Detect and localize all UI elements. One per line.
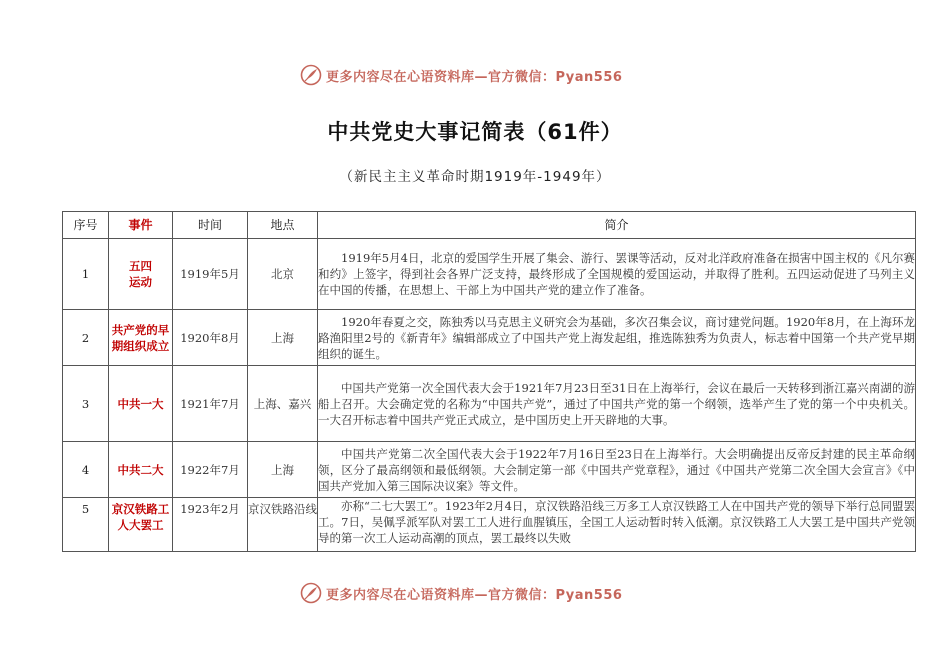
row-seq: 5 <box>63 498 109 552</box>
table-row <box>63 442 916 498</box>
row-place: 上海 <box>248 310 318 366</box>
row-time: 1921年7月 <box>173 366 248 442</box>
row-place: 上海、嘉兴 <box>248 366 318 442</box>
row-place: 北京 <box>248 239 318 310</box>
row-seq: 3 <box>63 366 109 442</box>
row-time: 1919年5月 <box>173 239 248 310</box>
row-event: 京汉铁路工人大罢工 <box>109 498 173 552</box>
header-event: 事件 <box>109 212 173 239</box>
row-place: 上海 <box>248 442 318 498</box>
watermark-top <box>300 62 622 88</box>
header-seq: 序号 <box>63 212 109 239</box>
table-row <box>63 310 916 366</box>
row-event: 中共一大 <box>109 366 173 442</box>
row-summary: 1919年5月4日，北京的爱国学生开展了集会、游行、罢课等活动，反对北洋政府准备在损害中国主权的《凡尔赛和约》上签字，得到社会各界广泛支持，最终形成了全国规模的爱国运动，并取得了胜利。五四运动促进了马列主义在中国的传播，在思想上、干部上为中国共产党的建立作了准备。 <box>318 239 916 310</box>
row-place: 京汉铁路沿线 <box>248 498 318 552</box>
row-time: 1920年8月 <box>173 310 248 366</box>
page-subtitle: （新民主主义革命时期1919年-1949年） <box>339 169 611 185</box>
table-header-row <box>63 212 916 239</box>
quill-logo-icon <box>300 582 322 604</box>
table-row <box>63 239 916 310</box>
table-row <box>63 498 916 552</box>
quill-logo-icon <box>300 64 322 86</box>
row-event: 中共二大 <box>109 442 173 498</box>
row-summary: 中国共产党第二次全国代表大会于1922年7月16日至23日在上海举行。大会明确提出反帝反封建的民主革命纲领，区分了最高纲领和最低纲领。大会制定第一部《中国共产党章程》，通过《中国共产党第二次全国大会宣言》《中国共产党加入第三国际决议案》等文件。 <box>318 442 916 498</box>
watermark-text: 更多内容尽在心语资料库—官方微信：Pyan556 <box>326 69 623 85</box>
row-seq: 4 <box>63 442 109 498</box>
table-row <box>63 366 916 442</box>
row-time: 1922年7月 <box>173 442 248 498</box>
header-place: 地点 <box>248 212 318 239</box>
header-summary: 简介 <box>318 212 916 239</box>
watermark-text: 更多内容尽在心语资料库—官方微信：Pyan556 <box>326 587 623 603</box>
row-event: 五四 运动 <box>109 239 173 310</box>
row-time: 1923年2月 <box>173 498 248 552</box>
row-summary: 亦称“二七大罢工”。1923年2月4日，京汉铁路沿线三万多工人京汉铁路工人在中国共产党的领导下举行总同盟罢工。7日，吴佩孚派军队对罢工工人进行血腥镇压，全国工人运动暂时转入低潮。京汉铁路工人大罢工是中国共产党领导的第一次工人运动高潮的顶点，罢工最终以失败 <box>318 499 915 545</box>
row-summary-cell <box>318 498 916 552</box>
row-summary: 1920年春夏之交，陈独秀以马克思主义研究会为基础，多次召集会议，商讨建党问题。1920年8月，在上海环龙路渔阳里2号的《新青年》编辑部成立了中国共产党上海发起组，推选陈独秀为负责人，标志着中国第一个共产党早期组织的诞生。 <box>318 310 916 366</box>
watermark-bottom <box>300 580 622 606</box>
row-seq: 2 <box>63 310 109 366</box>
row-summary: 中国共产党第一次全国代表大会于1921年7月23日至31日在上海举行，会议在最后一天转移到浙江嘉兴南湖的游船上召开。大会确定党的名称为“中国共产党”，通过了中国共产党的第一个纲领，选举产生了党的第一个中央机关。一大召开标志着中国共产党正式成立，是中国历史上开天辟地的大事。 <box>318 366 916 442</box>
header-time: 时间 <box>173 212 248 239</box>
page-title: 中共党史大事记简表（61件） <box>327 120 623 144</box>
events-table <box>62 211 916 552</box>
row-seq: 1 <box>63 239 109 310</box>
row-event: 共产党的早期组织成立 <box>109 310 173 366</box>
